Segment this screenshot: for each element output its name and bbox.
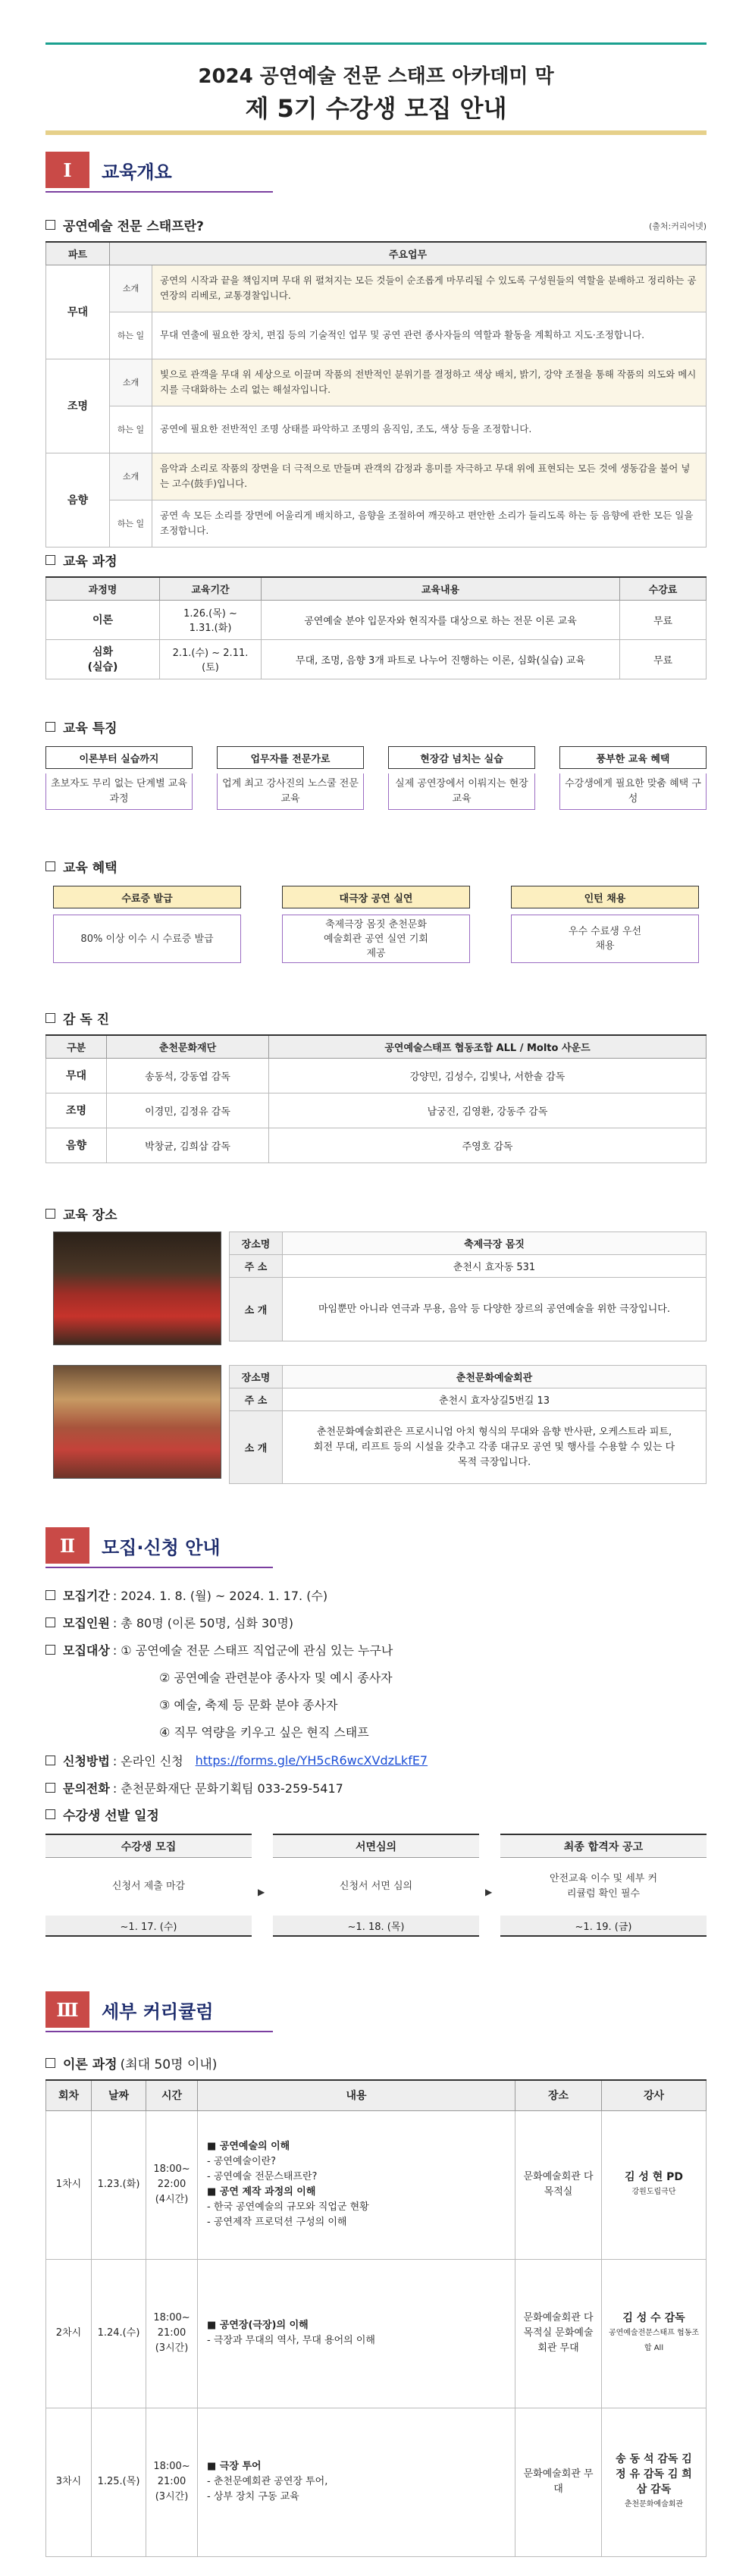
subheading bbox=[45, 215, 204, 234]
table-header: 구분 bbox=[46, 1035, 107, 1058]
place-key: 소 개 bbox=[230, 1278, 283, 1341]
teacher-name: 송 동 석 감독 김 정 유 감독 김 희 삼 감독 bbox=[616, 2453, 692, 2496]
checkbox-icon bbox=[45, 555, 55, 565]
benefit-body: 우수 수료생 우선 채용 bbox=[511, 915, 699, 963]
section-title: 교육개요 bbox=[102, 161, 172, 183]
step-title: 수강생 모집 bbox=[45, 1834, 252, 1858]
subheading bbox=[45, 1805, 159, 1824]
table-header: 날짜 bbox=[92, 2080, 146, 2110]
table-header: 강사 bbox=[602, 2080, 707, 2110]
content-line: - 공연예술이란? bbox=[207, 2156, 277, 2167]
target-item: ② 공연예술 관련분야 종사자 및 예시 종사자 bbox=[159, 1671, 393, 1685]
feature-body: 업계 최고 강사진의 노스쿨 전문 교육 bbox=[217, 773, 364, 810]
round-cell: 2차시 bbox=[46, 2259, 92, 2408]
checkbox-icon bbox=[45, 1756, 55, 1765]
theater-photo-arts-center bbox=[53, 1365, 221, 1479]
place-table bbox=[229, 1365, 707, 1484]
feature-title: 현장감 넘치는 실습 bbox=[388, 746, 535, 769]
item-label: 모집인원 bbox=[63, 1616, 110, 1630]
feature-title: 이론부터 실습까지 bbox=[45, 746, 193, 769]
desc-cell: 무대 연출에 필요한 장치, 편집 등의 기술적인 업무 및 공연 관련 종사자들의 역할과 활동을 계획하고 지도·조정합니다. bbox=[152, 312, 707, 359]
time-cell: 18:00~ 22:00 (4시간) bbox=[146, 2110, 198, 2259]
item-label: 신청방법 bbox=[63, 1754, 110, 1768]
table-header: 장소 bbox=[515, 2080, 602, 2110]
checkbox-icon bbox=[45, 1013, 55, 1023]
date-cell: 1.25.(목) bbox=[92, 2408, 146, 2556]
item-value: : 온라인 신청 bbox=[112, 1754, 183, 1768]
benefit-card bbox=[53, 886, 241, 963]
page-title: 제 5기 수강생 모집 안내 bbox=[245, 94, 507, 123]
supervisor-cell: 송동석, 강동엽 감독 bbox=[107, 1058, 269, 1093]
step-date: ~1. 18. (목) bbox=[273, 1916, 479, 1937]
teacher-cell bbox=[602, 2408, 707, 2556]
place-key: 주 소 bbox=[230, 1388, 283, 1411]
benefit-title: 대극장 공연 실연 bbox=[282, 886, 470, 908]
part-cell: 조명 bbox=[46, 1093, 107, 1128]
benefit-body: 축제극장 몸짓 춘천문화예술회관 공연 실연 기회 제공 bbox=[282, 915, 470, 963]
section-number: Ⅱ bbox=[45, 1527, 89, 1564]
table-header: 주요업무 bbox=[110, 242, 707, 265]
step-body: 신청서 제출 마감 bbox=[111, 1881, 186, 1892]
step-date: ~1. 17. (수) bbox=[45, 1916, 252, 1937]
target-item: ③ 예술, 축제 등 문화 분야 종사자 bbox=[159, 1698, 338, 1712]
desc-cell: 음악과 소리로 작품의 장면을 더 극적으로 만들며 관객의 감정과 흥미를 자극하고 무대 위에 표현되는 모든 것에 생동감을 불어 넣는 고수(鼓手)입니다. bbox=[152, 453, 707, 500]
feature-title: 업무자를 전문가로 bbox=[217, 746, 364, 769]
supervisor-cell: 강양민, 김성수, 김빛나, 서한솔 감독 bbox=[269, 1058, 707, 1093]
content-cell bbox=[198, 2110, 515, 2259]
place-address: 춘천시 효자동 531 bbox=[283, 1255, 707, 1278]
supervisor-cell: 남궁진, 김영환, 강동주 감독 bbox=[269, 1093, 707, 1128]
section-underline bbox=[45, 2031, 273, 2032]
teacher-org: 춘천문화예술회관 bbox=[624, 2500, 684, 2509]
staff-table bbox=[45, 241, 707, 548]
date-cell: 1.23.(화) bbox=[92, 2110, 146, 2259]
content-line: ■ 공연예술의 이해 bbox=[207, 2141, 290, 2152]
place-intro: 마임뿐만 아니라 연극과 무용, 음악 등 다양한 장르의 공연예술을 위한 극장입니다. bbox=[283, 1278, 707, 1341]
table-header: 회차 bbox=[46, 2080, 92, 2110]
subheading-note: (최대 50명 이내) bbox=[120, 2057, 218, 2072]
checkbox-icon bbox=[45, 722, 55, 732]
feature-body: 실제 공연장에서 이뤄지는 현장 교육 bbox=[388, 773, 535, 810]
section-underline bbox=[45, 191, 273, 193]
course-period: 2.1.(수) ~ 2.11.(토) bbox=[160, 639, 262, 679]
section-number: Ⅰ bbox=[45, 152, 89, 188]
benefit-title: 수료증 발급 bbox=[53, 886, 241, 908]
checkbox-icon bbox=[45, 1617, 55, 1627]
benefit-body: 80% 이상 이수 시 수료증 발급 bbox=[53, 915, 241, 963]
round-cell: 1차시 bbox=[46, 2110, 92, 2259]
checkbox-icon bbox=[45, 1590, 55, 1600]
selection-step bbox=[500, 1834, 707, 1937]
subheading-text: 이론 과정 bbox=[63, 2057, 118, 2072]
subheading bbox=[45, 1009, 109, 1028]
table-header: 시간 bbox=[146, 2080, 198, 2110]
feature-card bbox=[559, 746, 707, 810]
content-line: ■ 극장 투어 bbox=[207, 2461, 262, 2472]
desc-cell: 공연에 필요한 전반적인 조명 상태를 파악하고 조명의 움직임, 조도, 색상 등을 조정합니다. bbox=[152, 406, 707, 453]
subheading-text: 교육 장소 bbox=[63, 1208, 118, 1223]
place-cell: 문화예술회관 다목적실 bbox=[515, 2110, 602, 2259]
teacher-cell bbox=[602, 2259, 707, 2408]
section-heading bbox=[45, 152, 172, 188]
theater-photo-momjit bbox=[53, 1232, 221, 1345]
subheading-text: 교육 혜택 bbox=[63, 861, 118, 876]
table-header: 교육기간 bbox=[160, 577, 262, 600]
item-label: 모집대상 bbox=[63, 1643, 110, 1658]
feature-card bbox=[388, 746, 535, 810]
time-cell: 18:00~ 21:00 (3시간) bbox=[146, 2259, 198, 2408]
place-cell: 문화예술회관 무대 bbox=[515, 2408, 602, 2556]
time-cell: 18:00~ 21:00 (3시간) bbox=[146, 2408, 198, 2556]
table-header: 공연예술스태프 협동조합 ALL / Molto 사운드 bbox=[269, 1035, 707, 1058]
part-cell: 무대 bbox=[46, 265, 110, 359]
course-content: 공연예술 분야 입문자와 현직자를 대상으로 하는 전문 이론 교육 bbox=[262, 600, 620, 639]
place-key: 장소명 bbox=[230, 1366, 283, 1388]
desc-cell: 공연 속 모든 소리를 장면에 어울리게 배치하고, 음향을 조절하여 깨끗하고 편안한 소리가 들리도록 하는 등 음향에 관한 모든 일을 조정합니다. bbox=[152, 500, 707, 547]
arrow-right-icon: ▶ bbox=[258, 1887, 265, 1897]
course-table bbox=[45, 576, 707, 679]
subheading-text: 공연예술 전문 스태프란? bbox=[63, 219, 204, 234]
place-key: 장소명 bbox=[230, 1232, 283, 1255]
table-header: 내용 bbox=[198, 2080, 515, 2110]
desc-cell: 빛으로 관객을 무대 위 세상으로 이끌며 작품의 전반적인 분위기를 결정하고 색상 배치, 밝기, 강약 조절을 통해 작품의 의도와 메시지를 극대화하는 소리 없는 해설자입니다. bbox=[152, 359, 707, 406]
subheading-text: 감 독 진 bbox=[63, 1012, 110, 1028]
step-title: 최종 합격자 공고 bbox=[500, 1834, 707, 1858]
teacher-name: 김 성 수 감독 bbox=[622, 2312, 685, 2324]
apply-method bbox=[45, 1752, 428, 1769]
selection-step bbox=[45, 1834, 252, 1937]
section-heading bbox=[45, 1991, 213, 2028]
checkbox-icon bbox=[45, 220, 55, 230]
course-name: 심화 (실습) bbox=[46, 639, 160, 679]
label-cell: 소개 bbox=[110, 453, 152, 500]
content-line: ■ 공연장(극장)의 이해 bbox=[207, 2320, 309, 2331]
subheading bbox=[45, 717, 118, 736]
title-divider bbox=[45, 130, 707, 135]
checkbox-icon bbox=[45, 1209, 55, 1219]
selection-step bbox=[273, 1834, 479, 1937]
content-line: - 춘천문예회관 공연장 투어, bbox=[207, 2476, 328, 2487]
item-value: : 춘천문화재단 문화기획팀 033-259-5417 bbox=[112, 1781, 343, 1796]
label-cell: 소개 bbox=[110, 359, 152, 406]
section-title: 세부 커리큘럼 bbox=[102, 2000, 214, 2022]
content-cell bbox=[198, 2408, 515, 2556]
part-cell: 무대 bbox=[46, 1058, 107, 1093]
feature-card bbox=[45, 746, 193, 810]
course-fee: 무료 bbox=[620, 600, 707, 639]
place-name: 춘천문화예술회관 bbox=[283, 1366, 707, 1388]
label-cell: 하는 일 bbox=[110, 312, 152, 359]
content-cell bbox=[198, 2259, 515, 2408]
supervisor-table bbox=[45, 1034, 707, 1163]
feature-card bbox=[217, 746, 364, 810]
item-value: : 2024. 1. 8. (월) ~ 2024. 1. 17. (수) bbox=[112, 1589, 328, 1603]
subheading-text: 교육 특징 bbox=[63, 721, 118, 736]
subheading bbox=[45, 2054, 217, 2072]
arrow-right-icon: ▶ bbox=[485, 1887, 493, 1897]
place-name: 축제극장 몸짓 bbox=[283, 1232, 707, 1255]
subheading bbox=[45, 551, 118, 569]
item-value: : 총 80명 (이론 50명, 심화 30명) bbox=[112, 1616, 294, 1630]
teacher-name: 김 성 현 PD bbox=[624, 2171, 684, 2183]
table-header: 파트 bbox=[46, 242, 110, 265]
application-link[interactable]: https://forms.gle/YH5cR6wcXVdzLkfE7 bbox=[195, 1753, 428, 1768]
place-address: 춘천시 효자상길5번길 13 bbox=[283, 1388, 707, 1411]
checkbox-icon bbox=[45, 1809, 55, 1819]
checkbox-icon bbox=[45, 1783, 55, 1793]
place-key: 소 개 bbox=[230, 1411, 283, 1484]
teacher-org: 공연예술전문스태프 협동조합 All bbox=[608, 2329, 700, 2352]
subheading-text: 수강생 선발 일정 bbox=[63, 1809, 159, 1824]
recruit-target bbox=[45, 1641, 393, 1658]
target-item: ④ 직무 역량을 키우고 싶은 현직 스태프 bbox=[159, 1725, 369, 1740]
teacher-cell bbox=[602, 2110, 707, 2259]
contact-phone bbox=[45, 1779, 343, 1796]
date-cell: 1.24.(수) bbox=[92, 2259, 146, 2408]
section-title: 모집·신청 안내 bbox=[102, 1536, 221, 1558]
part-cell: 음향 bbox=[46, 453, 110, 547]
supervisor-cell: 이경민, 김정유 감독 bbox=[107, 1093, 269, 1128]
section-heading bbox=[45, 1527, 221, 1564]
checkbox-icon bbox=[45, 861, 55, 871]
label-cell: 소개 bbox=[110, 265, 152, 312]
curriculum-table bbox=[45, 2079, 707, 2557]
content-line: - 상부 장치 구동 교육 bbox=[207, 2491, 299, 2502]
benefit-title: 인턴 채용 bbox=[511, 886, 699, 908]
feature-title: 풍부한 교육 혜택 bbox=[559, 746, 707, 769]
place-cell: 문화예술회관 다목적실 문화예술회관 무대 bbox=[515, 2259, 602, 2408]
table-header: 교육내용 bbox=[262, 577, 620, 600]
content-line: - 공연제작 프로덕션 구성의 이해 bbox=[207, 2217, 347, 2228]
label-cell: 하는 일 bbox=[110, 406, 152, 453]
top-divider bbox=[45, 42, 707, 45]
checkbox-icon bbox=[45, 2058, 55, 2068]
desc-cell: 공연의 시작과 끝을 책임지며 무대 위 펼쳐지는 모든 것들이 순조롭게 마무리될 수 있도록 구성원들의 역할을 분배하고 정리하는 공연장의 리베로, 교통경찰입니다. bbox=[152, 265, 707, 312]
place-intro: 춘천문화예술회관은 프로시니엄 아치 형식의 무대와 음향 반사판, 오케스트라 피트, 회전 무대, 리프트 등의 시설을 갖추고 각종 대규모 공연 및 행사를 수용할 수 있는 다목적 극장입니다. bbox=[283, 1411, 707, 1484]
step-title: 서면심의 bbox=[273, 1834, 479, 1858]
supervisor-cell: 주영호 감독 bbox=[269, 1128, 707, 1162]
table-header: 수강료 bbox=[620, 577, 707, 600]
recruit-period bbox=[45, 1586, 327, 1604]
step-body: 신청서 서면 심의 bbox=[339, 1881, 413, 1892]
part-cell: 조명 bbox=[46, 359, 110, 453]
item-value: : ① 공연예술 전문 스태프 직업군에 관심 있는 누구나 bbox=[112, 1643, 393, 1658]
table-header: 춘천문화재단 bbox=[107, 1035, 269, 1058]
content-line: - 공연예술 전문스태프란? bbox=[207, 2171, 318, 2182]
source-note: (출처:커리어넷) bbox=[648, 221, 707, 231]
item-label: 모집기간 bbox=[63, 1589, 110, 1603]
label-cell: 하는 일 bbox=[110, 500, 152, 547]
course-period: 1.26.(목) ~ 1.31.(화) bbox=[160, 600, 262, 639]
benefit-card bbox=[511, 886, 699, 963]
place-key: 주 소 bbox=[230, 1255, 283, 1278]
content-line: - 극장과 무대의 역사, 무대 용어의 이해 bbox=[207, 2335, 375, 2346]
section-underline bbox=[45, 1567, 273, 1568]
course-name: 이론 bbox=[46, 600, 160, 639]
section-number: Ⅲ bbox=[45, 1991, 89, 2028]
feature-body: 수강생에게 필요한 맞춤 혜택 구성 bbox=[559, 773, 707, 810]
step-body: 안전교육 이수 및 세부 커리큘럼 확인 필수 bbox=[549, 1873, 658, 1900]
feature-body: 초보자도 무리 없는 단계별 교육 과정 bbox=[45, 773, 193, 810]
page-supertitle: 2024 공연예술 전문 스태프 아카데미 막 bbox=[198, 65, 554, 88]
round-cell: 3차시 bbox=[46, 2408, 92, 2556]
course-content: 무대, 조명, 음향 3개 파트로 나누어 진행하는 이론, 심화(실습) 교육 bbox=[262, 639, 620, 679]
item-label: 문의전화 bbox=[63, 1781, 110, 1796]
checkbox-icon bbox=[45, 1645, 55, 1655]
supervisor-cell: 박창균, 김희삼 감독 bbox=[107, 1128, 269, 1162]
recruit-count bbox=[45, 1614, 293, 1631]
benefit-card bbox=[282, 886, 470, 963]
table-header: 과정명 bbox=[46, 577, 160, 600]
place-table bbox=[229, 1232, 707, 1341]
subheading bbox=[45, 857, 118, 876]
content-line: ■ 공연 제작 과정의 이해 bbox=[207, 2186, 316, 2198]
part-cell: 음향 bbox=[46, 1128, 107, 1162]
step-date: ~1. 19. (금) bbox=[500, 1916, 707, 1937]
content-line: - 한국 공연예술의 규모와 직업군 현황 bbox=[207, 2201, 369, 2213]
course-fee: 무료 bbox=[620, 639, 707, 679]
teacher-org: 강원도립극단 bbox=[631, 2188, 676, 2196]
subheading-text: 교육 과정 bbox=[63, 554, 118, 569]
subheading bbox=[45, 1204, 118, 1223]
